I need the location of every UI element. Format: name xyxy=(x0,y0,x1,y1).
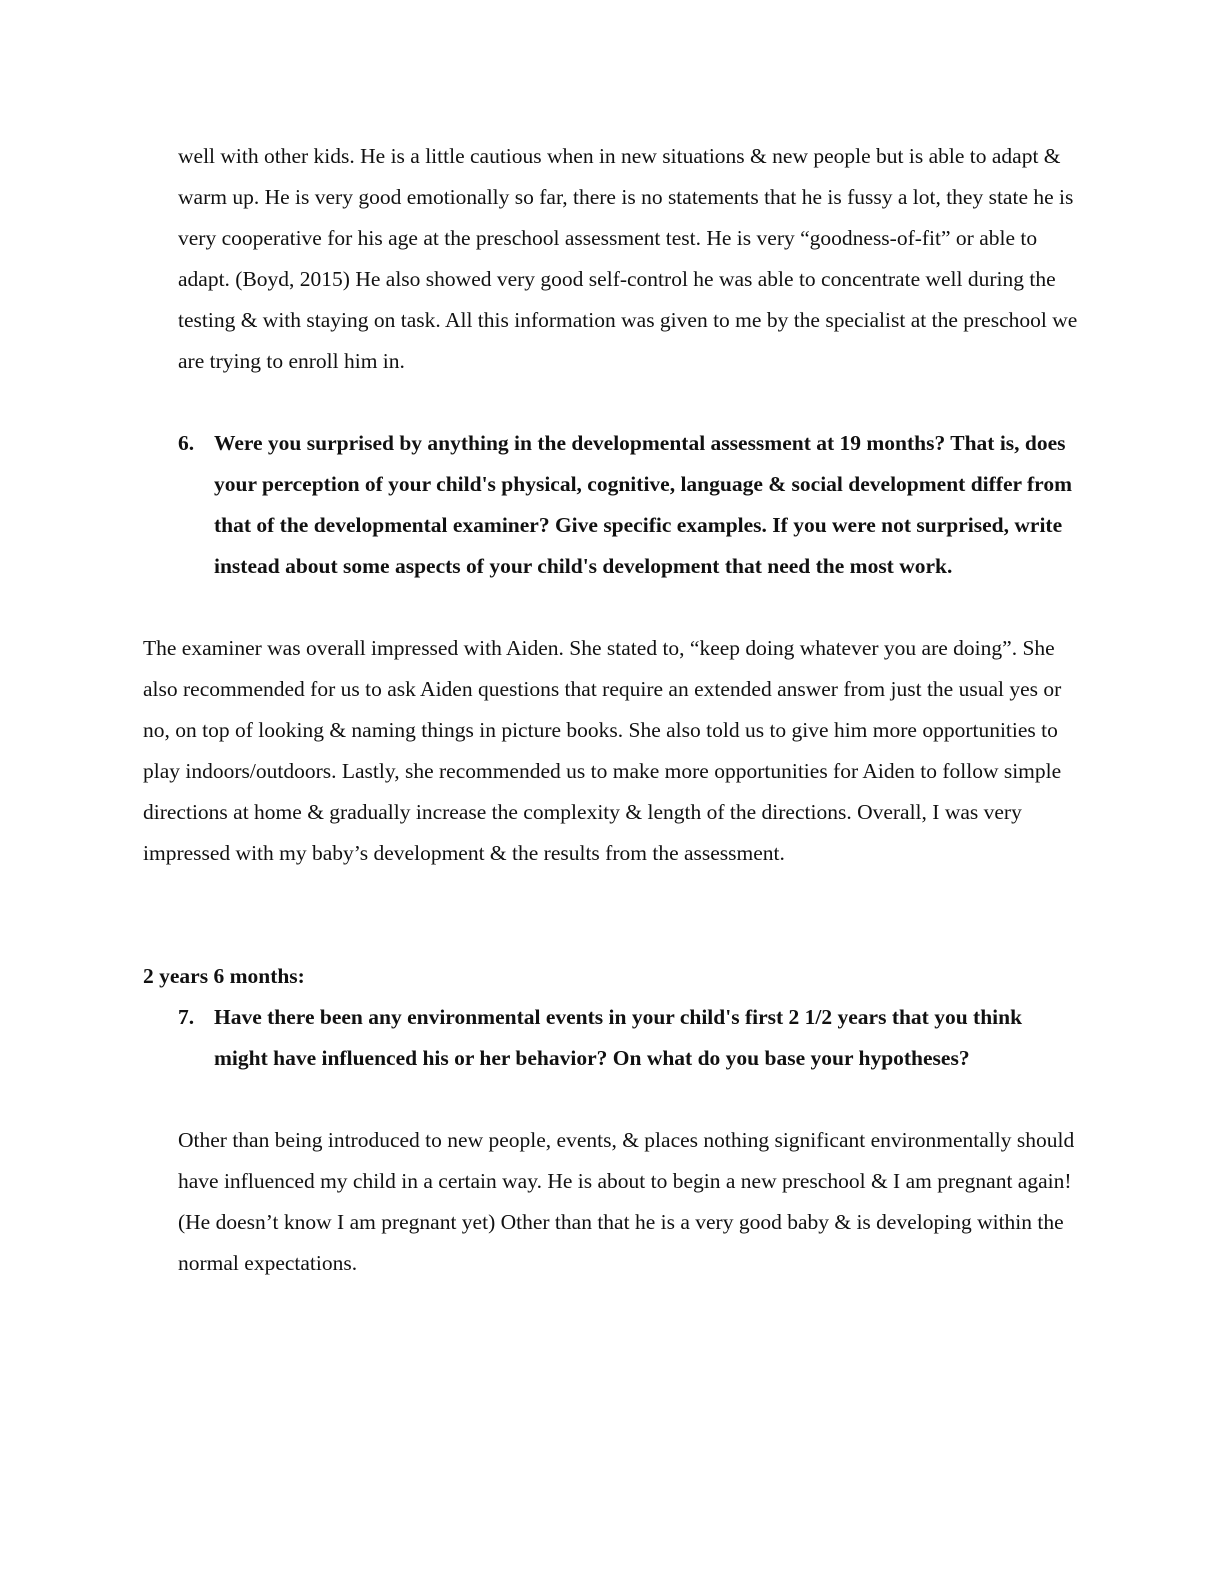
answer-6-paragraph: The examiner was overall impressed with Aiden. She stated to, “keep doing whatever you are doing”. She also recommended for us to ask Aiden questions that require an extended answer from just the usual yes or no, on top of looking & naming things in picture books. She also told us to give him more opportunities to play indoors/outdoors. Lastly, she recommended us to make more opportunities for Aiden to follow simple directions at home & gradually increase the complexity & length of the directions. Overall, I was very impressed with my baby’s development & the results from the assessment. xyxy=(143,636,1062,865)
question-6-text: Were you surprised by anything in the developmental assessment at 19 months? That is, does your perception of your child's physical, cognitive, language & social development differ from that of the developmental examiner? Give specific examples. If you were not surprised, write instead about some aspects of your child's development that need the most work. xyxy=(214,431,1072,578)
continuation-paragraph: well with other kids. He is a little cautious when in new situations & new people but is able to adapt & warm up. He is very good emotionally so far, there is no statements that he is fussy a lot, they state he is very cooperative for his age at the preschool assessment test. He is very “goodness-of-fit” or able to adapt. (Boyd, 2015) He also showed very good self-control he was able to concentrate well during the testing & with staying on task. All this information was given to me by the specialist at the preschool we are trying to enroll him in. xyxy=(178,144,1078,373)
question-7-number: 7. xyxy=(178,1005,195,1029)
question-7-text: Have there been any environmental events in your child's first 2 1/2 years that you think might have influenced his or her behavior? On what do you base your hypotheses? xyxy=(214,1005,1023,1070)
question-6-number: 6. xyxy=(178,431,195,455)
section-heading: 2 years 6 months: xyxy=(143,964,305,988)
answer-7-paragraph: Other than being introduced to new people, events, & places nothing significant environmentally should have influenced my child in a certain way. He is about to begin a new preschool & I am pregnant again! (He doesn’t know I am pregnant yet) Other than that he is a very good baby & is developing within the normal expectations. xyxy=(178,1128,1075,1275)
